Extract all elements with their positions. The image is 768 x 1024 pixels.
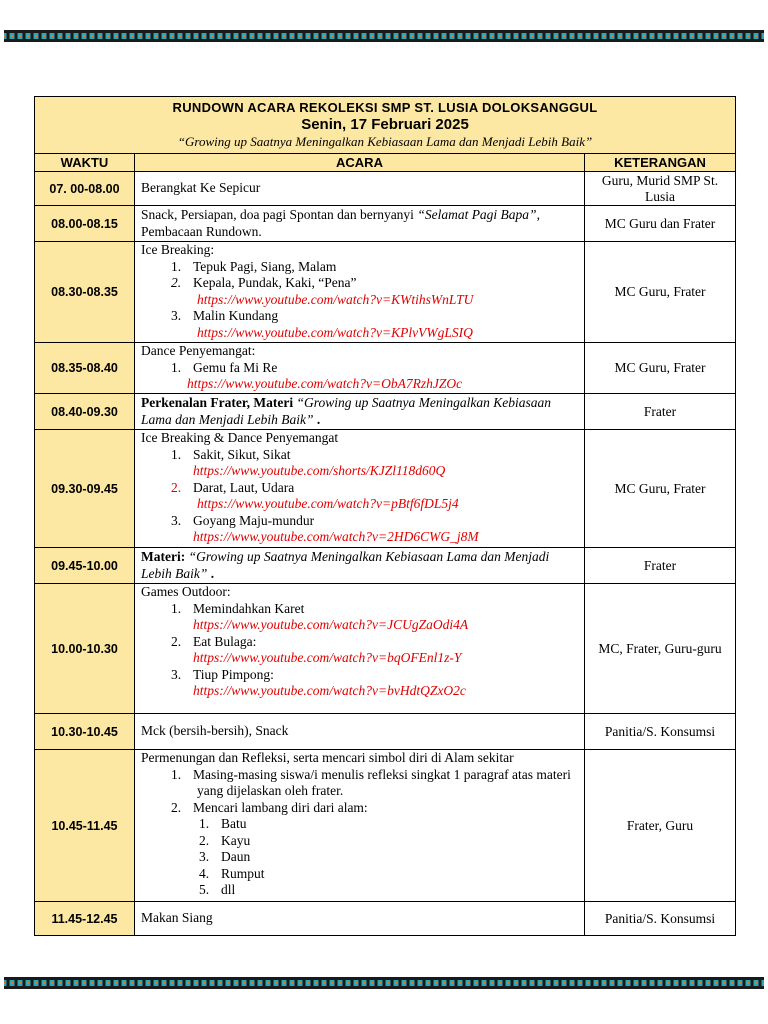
list-item-label: Goyang Maju-mundur — [193, 512, 315, 528]
list-number: 1. — [199, 816, 210, 831]
sub-list-item — [199, 865, 580, 883]
activity-text: . — [207, 565, 215, 581]
list-number: 1. — [171, 766, 182, 782]
title-block — [35, 97, 736, 154]
list-number: 3. — [171, 308, 182, 323]
row-activity: Berangkat Ke Sepicur — [135, 172, 585, 206]
row-time: 10.00-10.30 — [35, 584, 135, 714]
row-time: 09.30-09.45 — [35, 430, 135, 548]
activity-heading: Ice Breaking & Dance Penyemangat — [141, 430, 339, 445]
row-note: Frater — [585, 394, 736, 430]
youtube-link[interactable]: https://www.youtube.com/watch?v=2HD6CWG_j8M — [193, 529, 479, 544]
list-number: 1. — [171, 258, 182, 274]
activity-material-title: “Growing up Saatnya Meningalkan Kebiasaan Lama dan Menjadi Lebih Baik” — [141, 549, 550, 581]
sub-list-item — [199, 882, 580, 899]
row-time: 08.00-08.15 — [35, 206, 135, 242]
row-note: MC Guru, Frater — [585, 242, 736, 343]
row-note: MC Guru, Frater — [585, 430, 736, 548]
top-decorative-border — [0, 30, 768, 42]
table-row — [35, 548, 736, 584]
list-item — [171, 275, 580, 308]
list-item — [171, 600, 580, 634]
bottom-decorative-border — [0, 977, 768, 989]
column-header-activity: ACARA — [135, 154, 585, 172]
row-activity: Makan Siang — [135, 902, 585, 936]
row-time: 10.30-10.45 — [35, 714, 135, 750]
list-item — [171, 359, 580, 377]
document-title: RUNDOWN ACARA REKOLEKSI SMP ST. LUSIA DOLOKSANGGUL — [172, 100, 598, 115]
youtube-link[interactable]: https://www.youtube.com/watch?v=JCUgZaOdi4A — [193, 617, 469, 632]
list-item — [171, 258, 580, 276]
list-item-label: Tiup Pimpong: — [193, 666, 274, 682]
activity-text: Pembacaan Rundown. — [141, 223, 262, 239]
list-number: 4. — [199, 865, 210, 881]
row-time: 08.30-08.35 — [35, 242, 135, 343]
list-number: 3. — [171, 666, 182, 682]
sub-list-item — [199, 816, 580, 833]
youtube-link[interactable]: https://www.youtube.com/watch?v=bvHdtQZxO2c — [193, 683, 466, 698]
table-row — [35, 343, 736, 394]
column-header-note: KETERANGAN — [585, 154, 736, 172]
activity-text: . — [313, 411, 321, 427]
row-note: Frater — [585, 548, 736, 584]
activity-text: Perkenalan Frater, Materi — [141, 395, 297, 410]
row-note: Guru, Murid SMP St. Lusia — [585, 172, 736, 206]
list-item-label: Gemu fa Mi Re — [193, 359, 278, 375]
row-note: MC Guru, Frater — [585, 343, 736, 394]
list-item-label: Masing-masing siswa/i menulis refleksi singkat 1 paragraf atas materi yang dijelaskan oleh frater. — [193, 766, 571, 798]
list-number: 2. — [171, 275, 182, 290]
list-number: 2. — [199, 832, 210, 848]
list-item — [171, 633, 580, 667]
list-item — [171, 799, 580, 899]
table-row — [35, 172, 736, 206]
list-item-label: dll — [221, 882, 236, 897]
row-activity — [135, 394, 585, 430]
youtube-link[interactable]: https://www.youtube.com/shorts/KJZl118d60Q — [193, 463, 446, 478]
youtube-link[interactable]: https://www.youtube.com/watch?v=KWtihsWnLTU — [197, 291, 474, 307]
activity-text: Materi: — [141, 549, 189, 564]
list-item-label: Darat, Laut, Udara — [193, 479, 295, 495]
list-item-label: Eat Bulaga: — [193, 633, 257, 649]
list-number: 2. — [171, 479, 182, 495]
row-time: 07. 00-08.00 — [35, 172, 135, 206]
row-note: MC Guru dan Frater — [585, 206, 736, 242]
list-number: 3. — [171, 512, 182, 528]
table-row — [35, 430, 736, 548]
table-row — [35, 206, 736, 242]
list-item-label: Kepala, Pundak, Kaki, “Pena” — [193, 275, 357, 290]
list-number: 2. — [171, 799, 182, 815]
row-time: 10.45-11.45 — [35, 750, 135, 902]
list-item — [171, 766, 580, 800]
row-note: Frater, Guru — [585, 750, 736, 902]
event-date: Senin, 17 Februari 2025 — [301, 116, 469, 133]
list-number: 2. — [171, 633, 182, 649]
row-time: 11.45-12.45 — [35, 902, 135, 936]
row-note: Panitia/S. Konsumsi — [585, 902, 736, 936]
sub-list-item — [199, 849, 580, 866]
table-row — [35, 750, 736, 902]
activity-song-title: “Selamat Pagi Bapa”, — [417, 207, 540, 222]
youtube-link[interactable]: https://www.youtube.com/watch?v=pBtf6fDL5j4 — [197, 496, 459, 511]
row-activity — [135, 206, 585, 242]
row-time: 08.40-09.30 — [35, 394, 135, 430]
rundown-table — [34, 96, 736, 936]
table-row — [35, 242, 736, 343]
list-item-label: Sakit, Sikut, Sikat — [193, 446, 291, 462]
list-item — [171, 666, 580, 700]
list-item — [171, 512, 580, 546]
table-row — [35, 714, 736, 750]
event-theme: “Growing up Saatnya Meningalkan Kebiasaan Lama dan Menjadi Lebih Baik” — [177, 134, 593, 149]
list-item-label: Rumput — [221, 865, 265, 881]
row-activity — [135, 750, 585, 902]
sub-list-item — [199, 832, 580, 850]
list-item — [171, 308, 580, 341]
row-note: MC, Frater, Guru-guru — [585, 584, 736, 714]
list-item — [171, 446, 580, 480]
table-row — [35, 394, 736, 430]
activity-text: Snack, Persiapan, doa pagi Spontan dan bernyanyi — [141, 207, 418, 222]
list-number: 1. — [171, 359, 182, 375]
youtube-link[interactable]: https://www.youtube.com/watch?v=bqOFEnl1z-Y — [193, 650, 462, 665]
row-activity: Mck (bersih-bersih), Snack — [135, 714, 585, 750]
column-header-time: WAKTU — [35, 154, 135, 172]
activity-heading: Dance Penyemangat: — [141, 343, 256, 358]
activity-heading: Games Outdoor: — [141, 584, 231, 599]
list-number: 1. — [171, 446, 182, 462]
list-number: 1. — [171, 600, 182, 616]
row-time: 08.35-08.40 — [35, 343, 135, 394]
list-item-label: Malin Kundang — [193, 308, 279, 323]
list-number: 3. — [199, 849, 210, 864]
youtube-link[interactable]: https://www.youtube.com/watch?v=ObA7RzhJZOc — [187, 376, 463, 391]
list-item-label: Kayu — [221, 832, 251, 848]
row-note: Panitia/S. Konsumsi — [585, 714, 736, 750]
list-item-label: Mencari lambang diri dari alam: — [193, 799, 368, 815]
list-item-label: Tepuk Pagi, Siang, Malam — [193, 258, 337, 274]
row-activity — [135, 584, 585, 714]
row-activity — [135, 430, 585, 548]
list-number: 5. — [199, 882, 210, 897]
list-item-label: Memindahkan Karet — [193, 600, 305, 616]
table-row — [35, 584, 736, 714]
activity-material-title: “Growing up Saatnya Meningalkan Kebiasaan Lama dan Menjadi Lebih Baik” — [141, 395, 551, 427]
activity-heading: Ice Breaking: — [141, 242, 215, 257]
row-activity — [135, 242, 585, 343]
table-row — [35, 902, 736, 936]
row-activity — [135, 548, 585, 584]
row-activity — [135, 343, 585, 394]
row-time: 09.45-10.00 — [35, 548, 135, 584]
activity-heading: Permenungan dan Refleksi, serta mencari simbol diri di Alam sekitar — [141, 750, 514, 765]
youtube-link[interactable]: https://www.youtube.com/watch?v=KPlvVWgLSIQ — [197, 324, 473, 340]
list-item-label: Batu — [221, 816, 247, 831]
list-item-label: Daun — [221, 849, 251, 864]
list-item — [171, 479, 580, 513]
